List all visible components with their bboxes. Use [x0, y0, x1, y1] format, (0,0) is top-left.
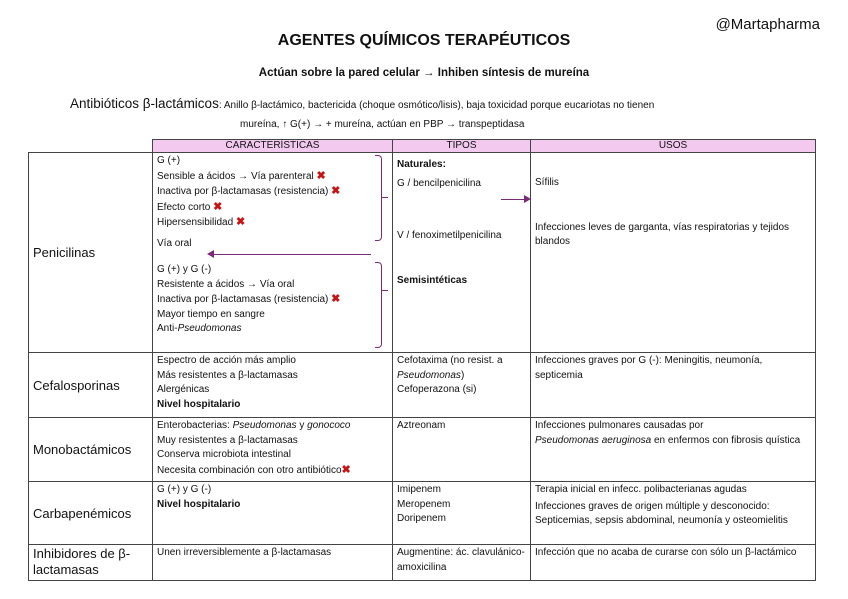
resistance-x-icon: ✖ — [316, 169, 326, 182]
row-label-carbapenemicos: Carbapenémicos — [29, 482, 153, 545]
mono-char-3: Conserva microbiota intestinal — [157, 449, 291, 460]
resistance-x-icon: ✖ — [331, 293, 341, 305]
monobactamicos-usos — [531, 418, 816, 482]
brace-naturales — [375, 155, 382, 241]
table-row-cefalosporinas — [29, 353, 816, 418]
cef-tipo-1b: Pseudomonas) — [397, 369, 465, 381]
pen-tipo-g: G / bencilpenicilina — [397, 177, 481, 189]
carbapenemicos-caracteristicas — [153, 482, 393, 545]
row-label-penicilinas: Penicilinas — [29, 153, 153, 353]
arrow-via-oral-head-icon — [207, 250, 214, 258]
pen-char-5: Hipersensibilidad ✖ — [157, 216, 246, 228]
cef-uso-1: Infecciones graves por G (-): Meningitis, neumonía, septicemia — [535, 355, 763, 381]
arrow-sifilis — [501, 199, 525, 200]
intro-text — [70, 94, 770, 134]
pen-uso-infecciones: Infecciones leves de garganta, vías respiratorias y tejidos blandos — [535, 221, 790, 247]
page-subtitle: Actúan sobre la pared celular → Inhiben síntesis de mureína — [258, 67, 590, 79]
header-tipos: TIPOS — [393, 140, 531, 153]
table-header-row — [29, 140, 816, 153]
carb-tipo-1: Imipenem — [397, 484, 441, 495]
cef-tipo-1: Cefotaxima (no resist. a — [397, 355, 503, 366]
pen-char-1: G (+) — [157, 155, 181, 166]
pen-tipo-naturales: Naturales: — [397, 159, 446, 170]
cefalosporinas-tipos — [393, 353, 531, 418]
resistance-x-icon: ✖ — [235, 216, 246, 228]
carb-tipo-3: Doripenem — [397, 513, 446, 524]
cef-char-3: Alergénicas — [157, 384, 210, 395]
cefalosporinas-caracteristicas — [153, 353, 393, 418]
header-caracteristicas: CARACTERÍSTICAS — [153, 140, 393, 153]
pen-char-6: Vía oral — [157, 237, 192, 249]
penicilinas-tipos — [393, 153, 531, 353]
inhibidores-usos — [531, 545, 816, 581]
carbapenemicos-usos — [531, 482, 816, 545]
pen-char-7: G (+) y G (-) — [157, 264, 212, 275]
mono-uso-2: Pseudomonas aeruginosa en enfermos con fibrosis quística — [535, 434, 801, 446]
carbapenemicos-tipos — [393, 482, 531, 545]
brace-naturales-tick — [382, 197, 388, 198]
pen-char-10: Mayor tiempo en sangre — [157, 308, 265, 320]
antibiotics-table — [28, 139, 816, 581]
pen-char-3: Inactiva por β-lactamasas (resistencia) ✖ — [157, 185, 341, 197]
brace-semisinteticas-tick — [382, 290, 388, 291]
row-label-inhibidores: Inhibidores de β-lactamasas — [29, 545, 153, 581]
resistance-x-icon: ✖ — [213, 200, 223, 213]
row-label-cefalosporinas: Cefalosporinas — [29, 353, 153, 418]
inhibidores-caracteristicas — [153, 545, 393, 581]
intro-line-1: : Anillo β-lactámico, bactericida (choque osmótico/lisis), baja toxicidad porque eucariotas no tienen — [218, 100, 655, 111]
carb-tipo-2: Meropenem — [397, 498, 451, 510]
penicilinas-usos — [531, 153, 816, 353]
pen-char-9: Inactiva por β-lactamasas (resistencia) ✖ — [157, 293, 341, 305]
pen-uso-sifilis: Sífilis — [535, 177, 559, 188]
carb-char-2: Nivel hospitalario — [157, 498, 241, 510]
penicilinas-caracteristicas — [153, 153, 393, 353]
table-row-monobactamicos — [29, 418, 816, 482]
mono-tipo-1: Aztreonam — [397, 420, 446, 431]
resistance-x-icon: ✖ — [341, 463, 351, 476]
row-label-monobactamicos: Monobactámicos — [29, 418, 153, 482]
page-title: AGENTES QUÍMICOS TERAPÉUTICOS — [277, 32, 571, 49]
cef-char-2: Más resistentes a β-lactamasas — [157, 369, 298, 381]
mono-uso-1: Infecciones pulmonares causadas por — [535, 420, 704, 431]
pen-char-11: Anti-Pseudomonas — [157, 323, 242, 334]
pen-tipo-semisinteticas: Semisintéticas — [397, 274, 468, 286]
cef-tipo-2: Cefoperazona (si) — [397, 384, 477, 395]
cef-char-1: Espectro de acción más amplio — [157, 355, 296, 366]
arrow-via-oral — [213, 254, 371, 255]
inh-uso-1: Infección que no acaba de curarse con sólo un β-lactámico — [535, 547, 797, 558]
cefalosporinas-usos — [531, 353, 816, 418]
inh-tipo-1: Augmentine: ác. clavulánico- amoxicilina — [397, 547, 525, 573]
table-row-inhibidores — [29, 545, 816, 581]
pen-tipo-v: V / fenoximetilpenicilina — [397, 230, 502, 241]
inh-char-1: Unen irreversiblemente a β-lactamasas — [157, 547, 332, 558]
brace-semisinteticas — [375, 262, 382, 348]
inhibidores-tipos — [393, 545, 531, 581]
monobactamicos-tipos — [393, 418, 531, 482]
mono-char-4: Necesita combinación con otro antibiótico✖ — [157, 463, 351, 476]
pen-char-4: Efecto corto ✖ — [157, 200, 223, 213]
pen-char-2: Sensible a ácidos → Vía parenteral ✖ — [157, 169, 326, 182]
table-row-penicilinas — [29, 153, 816, 353]
table-row-carbapenemicos — [29, 482, 816, 545]
pen-char-8: Resistente a ácidos → Vía oral — [157, 278, 295, 290]
monobactamicos-caracteristicas — [153, 418, 393, 482]
intro-line-2: mureína, ↑ G(+) → + mureína, actúan en PBP → transpeptidasa — [240, 119, 525, 130]
cef-char-4: Nivel hospitalario — [157, 398, 241, 410]
arrow-sifilis-head-icon — [524, 195, 531, 203]
header-empty-cell — [29, 140, 153, 153]
carb-char-1: G (+) y G (-) — [157, 484, 212, 495]
intro-label: Antibióticos β-lactámicos — [70, 96, 219, 111]
mono-char-1: Enterobacterias: Pseudomonas y gonococo — [157, 420, 351, 431]
header-usos: USOS — [531, 140, 816, 153]
author-handle: @Martapharma — [715, 16, 820, 33]
resistance-x-icon: ✖ — [331, 185, 341, 197]
carb-uso-2: Infecciones graves de origen múltiple y desconocido: Septicemias, sepsis abdominal, neumonía y osteomielitis — [535, 500, 788, 526]
carb-uso-1: Terapia inicial en infecc. polibacterianas agudas — [535, 484, 747, 495]
mono-char-2: Muy resistentes a β-lactamasas — [157, 434, 298, 446]
